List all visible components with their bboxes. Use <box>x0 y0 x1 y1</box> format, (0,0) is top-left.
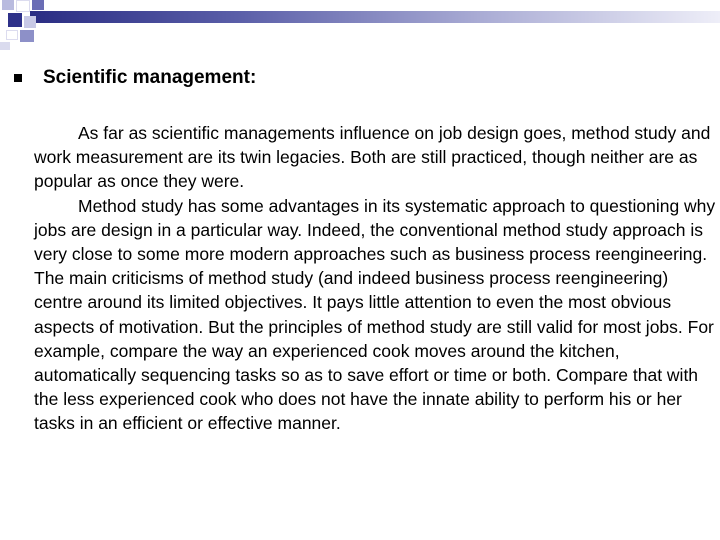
decorative-square <box>32 0 44 10</box>
decorative-square <box>8 13 22 27</box>
slide-heading: Scientific management: <box>43 67 257 88</box>
decorative-square <box>24 16 36 28</box>
paragraph-2: Method study has some advantages in its systematic approach to questioning why jobs are design in a particular way. Indeed, the conventional method study approach is very close to some more modern approaches such as business process reengineering. The main criticisms of method study (and indeed business process reengineering) centre around its limited objectives. It pays little attention to even the most obvious aspects of motivation. But the principles of method study are still valid for most jobs. For example, compare the way an experienced cook moves around the kitchen, automatically sequencing tasks so as to save effort or time or both. Compare that with the less experienced cook who does not have the innate ability to perform his or her tasks in an efficient or effective manner. <box>34 195 716 434</box>
decorative-square <box>6 30 18 40</box>
decorative-square <box>0 42 10 50</box>
decorative-square <box>20 30 34 42</box>
decorative-header <box>0 0 720 50</box>
decorative-square <box>2 0 14 10</box>
paragraph-1: As far as scientific managements influence on job design goes, method study and work measurement are its twin legacies. Both are still practiced, though neither are as popular as once they were. <box>34 123 711 192</box>
heading-row <box>8 66 256 90</box>
header-gradient-bar <box>30 11 720 23</box>
slide-body <box>34 121 718 436</box>
bullet-square-icon <box>14 74 22 82</box>
decorative-square <box>16 0 30 12</box>
